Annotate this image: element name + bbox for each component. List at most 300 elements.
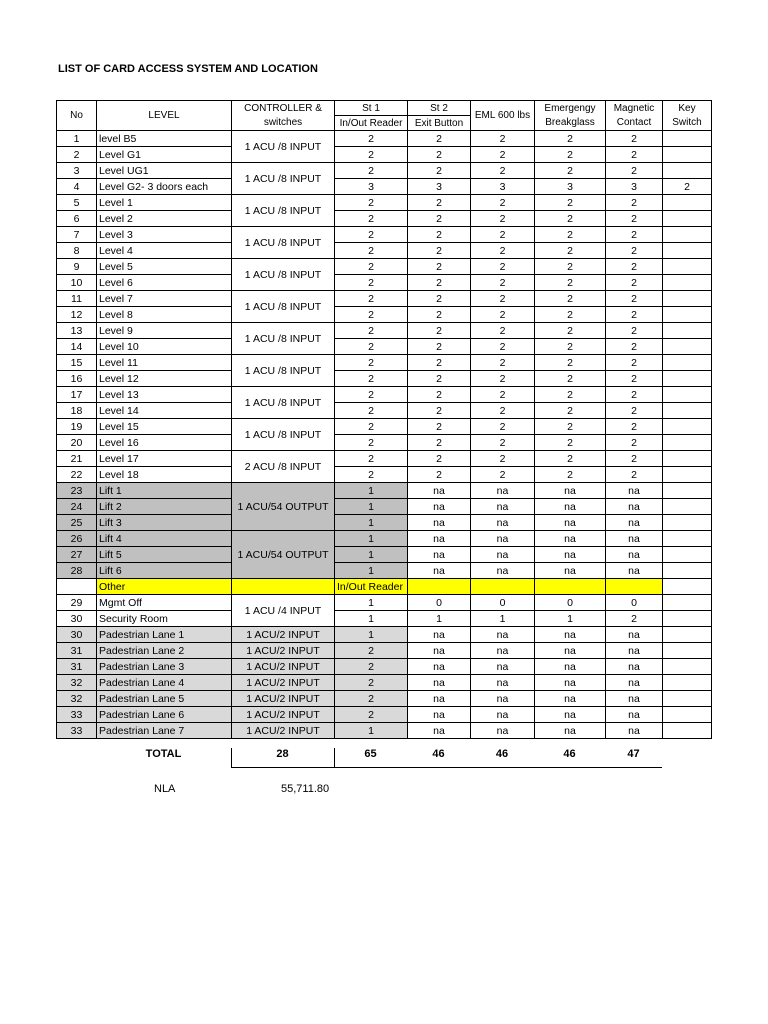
row-no-cell: [57, 579, 97, 595]
total-emergency: 46: [563, 748, 576, 760]
row-st2-cell: na: [408, 659, 471, 675]
row-mag-cell: na: [606, 643, 663, 659]
table-row: [57, 659, 712, 675]
row-emg-cell: 2: [535, 195, 606, 211]
row-st1-cell: 2: [335, 243, 408, 259]
row-no-cell: 30: [57, 611, 97, 627]
table-row: [57, 515, 712, 531]
row-emg-cell: 2: [535, 243, 606, 259]
row-mag-cell: 2: [606, 211, 663, 227]
row-mag-cell: 2: [606, 147, 663, 163]
row-level-cell: Level 4: [97, 243, 232, 259]
row-key-cell: [663, 483, 712, 499]
row-level-cell: Level G1: [97, 147, 232, 163]
row-eml-cell: na: [471, 531, 535, 547]
header-st2-line1: St 2: [408, 101, 471, 116]
row-eml-cell: 2: [471, 147, 535, 163]
row-st1-cell: 1: [335, 611, 408, 627]
row-no-cell: 13: [57, 323, 97, 339]
table-row: [57, 227, 712, 243]
row-st2-cell: 2: [408, 339, 471, 355]
row-key-cell: [663, 451, 712, 467]
table-row: [57, 707, 712, 723]
row-eml-cell: na: [471, 723, 535, 739]
row-key-cell: [663, 707, 712, 723]
row-emg-cell: 2: [535, 371, 606, 387]
row-level-cell: Padestrian Lane 3: [97, 659, 232, 675]
row-st1-cell: 2: [335, 451, 408, 467]
row-key-cell: [663, 531, 712, 547]
table-row: [57, 339, 712, 355]
row-no-cell: 1: [57, 131, 97, 147]
table-row: [57, 547, 712, 563]
row-emg-cell: na: [535, 675, 606, 691]
row-mag-cell: 2: [606, 323, 663, 339]
header-eml: EML 600 lbs: [471, 101, 535, 131]
row-st1-cell: 2: [335, 259, 408, 275]
row-st2-cell: na: [408, 707, 471, 723]
row-st1-cell: 3: [335, 179, 408, 195]
row-emg-cell: [535, 579, 606, 595]
row-st1-cell: 1: [335, 515, 408, 531]
row-eml-cell: 2: [471, 403, 535, 419]
row-emg-cell: na: [535, 659, 606, 675]
row-st2-cell: 2: [408, 131, 471, 147]
row-st2-cell: na: [408, 515, 471, 531]
row-emg-cell: 2: [535, 403, 606, 419]
row-level-cell: Padestrian Lane 5: [97, 691, 232, 707]
header-st2-line2: Exit Button: [408, 116, 471, 131]
row-level-cell: Level 16: [97, 435, 232, 451]
row-level-cell: Padestrian Lane 1: [97, 627, 232, 643]
row-eml-cell: na: [471, 483, 535, 499]
row-st2-cell: na: [408, 499, 471, 515]
row-eml-cell: 2: [471, 371, 535, 387]
row-key-cell: [663, 691, 712, 707]
row-level-cell: Level 9: [97, 323, 232, 339]
row-level-cell: Level 2: [97, 211, 232, 227]
row-level-cell: Level 14: [97, 403, 232, 419]
row-st1-cell: 2: [335, 467, 408, 483]
row-no-cell: 19: [57, 419, 97, 435]
row-mag-cell: 2: [606, 387, 663, 403]
row-mag-cell: na: [606, 723, 663, 739]
row-no-cell: 21: [57, 451, 97, 467]
table-row: [57, 243, 712, 259]
row-emg-cell: na: [535, 547, 606, 563]
row-mag-cell: 2: [606, 307, 663, 323]
table-row: [57, 163, 712, 179]
table-row: [57, 179, 712, 195]
header-level: LEVEL: [97, 101, 232, 131]
row-level-cell: Level 15: [97, 419, 232, 435]
table-row: [57, 531, 712, 547]
row-key-cell: [663, 579, 712, 595]
row-mag-cell: 2: [606, 435, 663, 451]
row-emg-cell: na: [535, 499, 606, 515]
table-row: [57, 691, 712, 707]
row-controller-cell: 1 ACU/2 INPUT: [232, 723, 335, 739]
row-st2-cell: na: [408, 531, 471, 547]
row-mag-cell: 3: [606, 179, 663, 195]
table-row: [57, 291, 712, 307]
row-level-cell: Level 17: [97, 451, 232, 467]
row-emg-cell: na: [535, 643, 606, 659]
total-eml: 46: [495, 748, 509, 760]
total-st2: 46: [432, 748, 445, 760]
row-emg-cell: 2: [535, 387, 606, 403]
row-level-cell: Level 10: [97, 339, 232, 355]
row-level-cell: Lift 6: [97, 563, 232, 579]
total-label: TOTAL: [145, 748, 182, 760]
header-key-line1: Key: [663, 101, 712, 116]
row-st1-cell: 2: [335, 707, 408, 723]
row-st2-cell: na: [408, 691, 471, 707]
row-st2-cell: 1: [408, 611, 471, 627]
row-no-cell: 2: [57, 147, 97, 163]
table-row: [57, 403, 712, 419]
table-row: [57, 195, 712, 211]
row-st1-cell: 1: [335, 627, 408, 643]
row-st1-cell: 2: [335, 675, 408, 691]
row-st2-cell: na: [408, 643, 471, 659]
row-emg-cell: 2: [535, 467, 606, 483]
row-no-cell: 10: [57, 275, 97, 291]
table-row: [57, 371, 712, 387]
row-level-cell: Level 1: [97, 195, 232, 211]
row-emg-cell: 2: [535, 227, 606, 243]
row-mag-cell: 2: [606, 339, 663, 355]
row-eml-cell: 0: [471, 595, 535, 611]
row-st2-cell: na: [408, 627, 471, 643]
row-eml-cell: 2: [471, 419, 535, 435]
row-key-cell: [663, 195, 712, 211]
row-st2-cell: 2: [408, 467, 471, 483]
row-mag-cell: 2: [606, 131, 663, 147]
row-st1-cell: 2: [335, 403, 408, 419]
row-key-cell: [663, 723, 712, 739]
row-mag-cell: na: [606, 515, 663, 531]
total-controller: 28: [276, 748, 289, 760]
document-title: LIST OF CARD ACCESS SYSTEM AND LOCATION: [58, 63, 318, 75]
row-mag-cell: 2: [606, 291, 663, 307]
row-key-cell: [663, 355, 712, 371]
row-controller-cell: 1 ACU/2 INPUT: [232, 707, 335, 723]
row-st1-cell: 2: [335, 307, 408, 323]
table-row: [57, 211, 712, 227]
row-st2-cell: 2: [408, 227, 471, 243]
row-mag-cell: na: [606, 531, 663, 547]
row-level-cell: Level 3: [97, 227, 232, 243]
row-st2-cell: na: [408, 723, 471, 739]
row-key-cell: [663, 435, 712, 451]
controller-cell: 1 ACU /8 INPUT: [232, 419, 335, 451]
table-row: [57, 579, 712, 595]
row-mag-cell: na: [606, 691, 663, 707]
table-row: [57, 611, 712, 627]
controller-cell: 1 ACU /8 INPUT: [232, 131, 335, 163]
row-no-cell: 8: [57, 243, 97, 259]
row-mag-cell: [606, 579, 663, 595]
row-emg-cell: 2: [535, 451, 606, 467]
table-row: [57, 451, 712, 467]
header-emergency-line2: Breakglass: [535, 116, 606, 131]
row-level-cell: Lift 1: [97, 483, 232, 499]
row-eml-cell: 2: [471, 275, 535, 291]
row-emg-cell: 2: [535, 275, 606, 291]
row-st2-cell: 2: [408, 291, 471, 307]
row-level-cell: Padestrian Lane 6: [97, 707, 232, 723]
row-level-cell: Level 13: [97, 387, 232, 403]
table-row: [57, 467, 712, 483]
row-eml-cell: 2: [471, 435, 535, 451]
controller-cell: 1 ACU /8 INPUT: [232, 163, 335, 195]
totals-underline: [231, 767, 662, 768]
row-st1-cell: In/Out Reader: [335, 579, 408, 595]
row-key-cell: [663, 147, 712, 163]
row-level-cell: Lift 5: [97, 547, 232, 563]
table-row: [57, 435, 712, 451]
row-eml-cell: 2: [471, 291, 535, 307]
row-emg-cell: 2: [535, 291, 606, 307]
row-st2-cell: 2: [408, 419, 471, 435]
row-st1-cell: 2: [335, 211, 408, 227]
total-st1: 65: [364, 748, 377, 760]
row-st2-cell: [408, 579, 471, 595]
row-key-cell: [663, 563, 712, 579]
row-key-cell: [663, 403, 712, 419]
row-key-cell: [663, 547, 712, 563]
row-st1-cell: 2: [335, 659, 408, 675]
row-eml-cell: na: [471, 499, 535, 515]
row-eml-cell: na: [471, 659, 535, 675]
row-st2-cell: 2: [408, 147, 471, 163]
row-controller-cell: 1 ACU/2 INPUT: [232, 691, 335, 707]
row-level-cell: Lift 3: [97, 515, 232, 531]
row-emg-cell: 2: [535, 307, 606, 323]
row-no-cell: 26: [57, 531, 97, 547]
row-key-cell: 2: [663, 179, 712, 195]
row-key-cell: [663, 291, 712, 307]
row-emg-cell: na: [535, 563, 606, 579]
controller-cell: 1 ACU/54 OUTPUT: [232, 483, 335, 531]
row-emg-cell: na: [535, 515, 606, 531]
row-emg-cell: 2: [535, 131, 606, 147]
row-emg-cell: 0: [535, 595, 606, 611]
row-st1-cell: 2: [335, 163, 408, 179]
row-mag-cell: 2: [606, 243, 663, 259]
row-st2-cell: 0: [408, 595, 471, 611]
row-no-cell: 9: [57, 259, 97, 275]
row-mag-cell: 2: [606, 451, 663, 467]
row-key-cell: [663, 611, 712, 627]
row-key-cell: [663, 659, 712, 675]
row-eml-cell: 2: [471, 323, 535, 339]
row-eml-cell: 2: [471, 307, 535, 323]
controller-cell: 1 ACU /8 INPUT: [232, 227, 335, 259]
row-mag-cell: 2: [606, 227, 663, 243]
row-mag-cell: na: [606, 627, 663, 643]
row-st1-cell: 1: [335, 531, 408, 547]
row-no-cell: 5: [57, 195, 97, 211]
table-row: [57, 499, 712, 515]
row-mag-cell: 0: [606, 595, 663, 611]
row-st2-cell: na: [408, 563, 471, 579]
row-st2-cell: 2: [408, 307, 471, 323]
row-emg-cell: 2: [535, 163, 606, 179]
row-mag-cell: na: [606, 675, 663, 691]
row-st2-cell: 2: [408, 387, 471, 403]
row-key-cell: [663, 131, 712, 147]
row-mag-cell: na: [606, 499, 663, 515]
row-no-cell: 4: [57, 179, 97, 195]
row-no-cell: 16: [57, 371, 97, 387]
table-row: [57, 387, 712, 403]
row-st1-cell: 1: [335, 547, 408, 563]
row-st2-cell: 2: [408, 163, 471, 179]
row-emg-cell: na: [535, 627, 606, 643]
row-emg-cell: 2: [535, 419, 606, 435]
row-key-cell: [663, 499, 712, 515]
row-key-cell: [663, 515, 712, 531]
nla-label: NLA: [154, 783, 176, 795]
row-no-cell: 25: [57, 515, 97, 531]
header-st1-line1: St 1: [335, 101, 408, 116]
row-level-cell: Padestrian Lane 2: [97, 643, 232, 659]
row-no-cell: 22: [57, 467, 97, 483]
header-emergency-line1: Emergengy: [535, 101, 606, 116]
row-st1-cell: 2: [335, 131, 408, 147]
table-row: [57, 307, 712, 323]
row-no-cell: 11: [57, 291, 97, 307]
controller-cell: 1 ACU /8 INPUT: [232, 323, 335, 355]
row-level-cell: Padestrian Lane 7: [97, 723, 232, 739]
row-eml-cell: na: [471, 627, 535, 643]
row-emg-cell: 2: [535, 339, 606, 355]
table-row: [57, 323, 712, 339]
row-eml-cell: 2: [471, 259, 535, 275]
row-eml-cell: 2: [471, 163, 535, 179]
controller-cell: 1 ACU /8 INPUT: [232, 195, 335, 227]
row-emg-cell: na: [535, 707, 606, 723]
row-mag-cell: 2: [606, 467, 663, 483]
row-st1-cell: 2: [335, 291, 408, 307]
row-key-cell: [663, 339, 712, 355]
row-key-cell: [663, 627, 712, 643]
row-emg-cell: 2: [535, 355, 606, 371]
row-mag-cell: 2: [606, 195, 663, 211]
row-st2-cell: 2: [408, 371, 471, 387]
row-st1-cell: 1: [335, 595, 408, 611]
row-key-cell: [663, 259, 712, 275]
row-level-cell: Other: [97, 579, 232, 595]
row-mag-cell: 2: [606, 611, 663, 627]
row-emg-cell: 3: [535, 179, 606, 195]
row-no-cell: 18: [57, 403, 97, 419]
row-key-cell: [663, 595, 712, 611]
row-st2-cell: 2: [408, 323, 471, 339]
row-eml-cell: na: [471, 691, 535, 707]
row-st1-cell: 2: [335, 195, 408, 211]
table-row: [57, 563, 712, 579]
row-key-cell: [663, 371, 712, 387]
row-st2-cell: 2: [408, 435, 471, 451]
row-eml-cell: 2: [471, 355, 535, 371]
row-level-cell: Level G2- 3 doors each: [97, 179, 232, 195]
header-no: No: [57, 101, 97, 131]
row-eml-cell: 2: [471, 387, 535, 403]
row-st2-cell: 3: [408, 179, 471, 195]
controller-cell: 1 ACU /4 INPUT: [232, 595, 335, 627]
table-row: [57, 355, 712, 371]
header-magnetic-line2: Contact: [606, 116, 663, 131]
row-key-cell: [663, 643, 712, 659]
row-eml-cell: 2: [471, 195, 535, 211]
row-emg-cell: 2: [535, 147, 606, 163]
row-level-cell: Level 11: [97, 355, 232, 371]
row-no-cell: 29: [57, 595, 97, 611]
row-key-cell: [663, 227, 712, 243]
row-no-cell: 32: [57, 675, 97, 691]
row-eml-cell: [471, 579, 535, 595]
row-level-cell: Mgmt Off: [97, 595, 232, 611]
row-key-cell: [663, 163, 712, 179]
row-eml-cell: 2: [471, 131, 535, 147]
controller-cell: 1 ACU /8 INPUT: [232, 259, 335, 291]
card-access-table: [56, 100, 712, 739]
controller-cell: 1 ACU /8 INPUT: [232, 291, 335, 323]
row-mag-cell: 2: [606, 419, 663, 435]
row-no-cell: 20: [57, 435, 97, 451]
row-st2-cell: 2: [408, 243, 471, 259]
row-st1-cell: 1: [335, 499, 408, 515]
row-no-cell: 24: [57, 499, 97, 515]
controller-cell: 1 ACU/54 OUTPUT: [232, 531, 335, 579]
row-st1-cell: 2: [335, 227, 408, 243]
row-st2-cell: 2: [408, 275, 471, 291]
nla-value: 55,711.80: [281, 783, 330, 795]
table-row: [57, 723, 712, 739]
table-row: [57, 147, 712, 163]
row-controller-cell: 1 ACU/2 INPUT: [232, 627, 335, 643]
row-controller-cell: 1 ACU/2 INPUT: [232, 643, 335, 659]
row-key-cell: [663, 387, 712, 403]
row-key-cell: [663, 323, 712, 339]
controller-cell: 2 ACU /8 INPUT: [232, 451, 335, 483]
row-key-cell: [663, 419, 712, 435]
row-st1-cell: 1: [335, 723, 408, 739]
row-emg-cell: 2: [535, 211, 606, 227]
row-st2-cell: na: [408, 483, 471, 499]
row-mag-cell: 2: [606, 163, 663, 179]
row-level-cell: Level UG1: [97, 163, 232, 179]
row-key-cell: [663, 275, 712, 291]
row-emg-cell: 2: [535, 259, 606, 275]
row-st2-cell: 2: [408, 355, 471, 371]
table-row: [57, 675, 712, 691]
row-level-cell: Level 12: [97, 371, 232, 387]
table-row: [57, 259, 712, 275]
row-key-cell: [663, 211, 712, 227]
row-level-cell: Security Room: [97, 611, 232, 627]
row-st2-cell: 2: [408, 211, 471, 227]
row-level-cell: Level 5: [97, 259, 232, 275]
row-st1-cell: 2: [335, 419, 408, 435]
row-st1-cell: 1: [335, 563, 408, 579]
row-st1-cell: 2: [335, 147, 408, 163]
row-emg-cell: na: [535, 483, 606, 499]
row-st2-cell: 2: [408, 259, 471, 275]
